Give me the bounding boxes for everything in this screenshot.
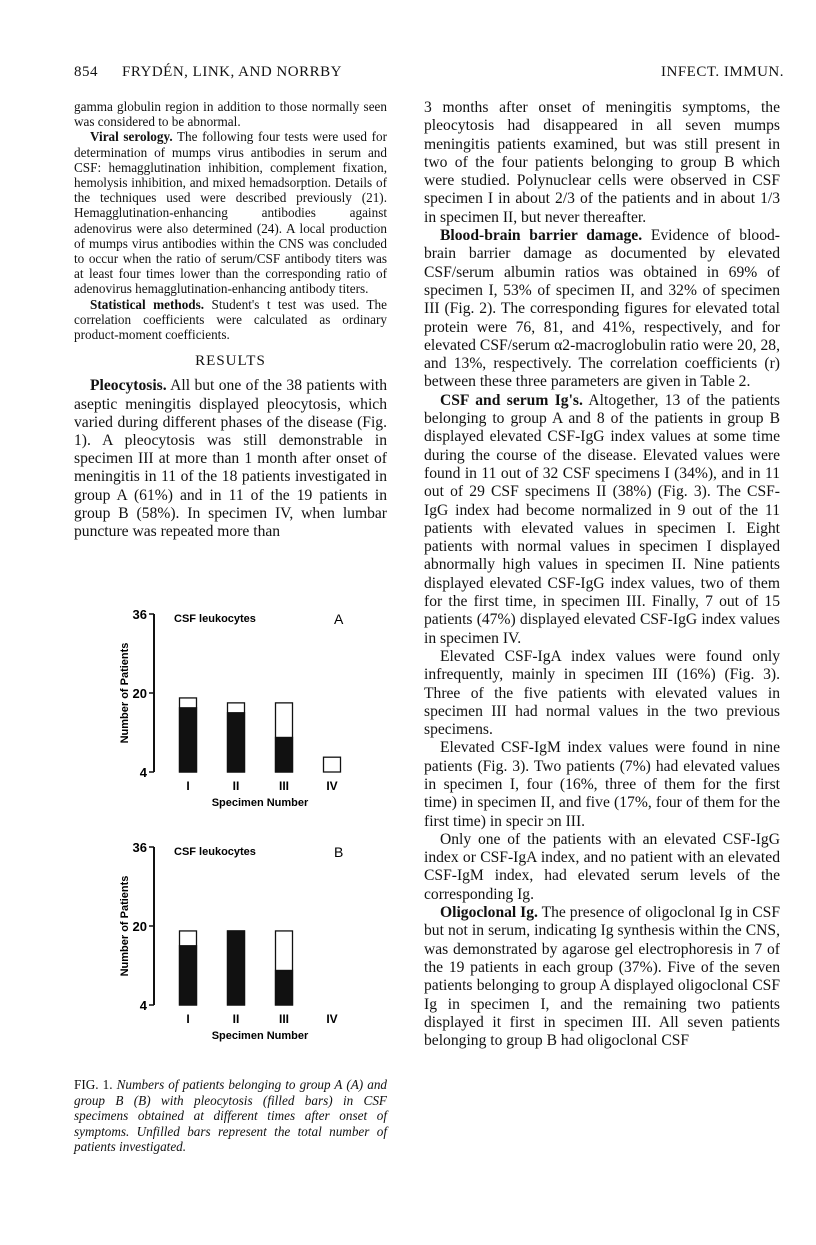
paragraph-text: Elevated CSF-IgA index values were found only infrequently, mainly in specimen III (16%) (Fig. 3). Three of the five patients with elevated values in specimen III had normal values in the two previous specimens.: [424, 647, 780, 739]
x-tick-label: II: [232, 1012, 240, 1026]
y-tick-label: 36: [132, 840, 147, 855]
paragraph-text: The following four tests were used for determination of mumps virus antibodies in serum and CSF: hemagglutination inhibition, complement fixation, hemolysis inhibition, and mixed hemadsorption. Details of the techniques used were described previously (21). Hemagglutination-enhancing antibodies against adenovirus were also determined (24). A local production of mumps virus antibodies within the CNS was concluded to occur when the ratio of serum/CSF antibody titers was at least four times lower than the corresponding ratio of adenovirus hemagglutination-enhancing antibody titers.: [74, 129, 387, 297]
paragraph-text: gamma globulin region in addition to those normally seen was considered to be abnormal.: [74, 99, 387, 130]
paragraph: [74, 297, 387, 343]
chart-title: CSF leukocytes: [174, 846, 256, 858]
journal-name: INFECT. IMMUN.: [661, 64, 784, 80]
x-tick-label: IV: [326, 1012, 338, 1026]
x-tick-label: I: [186, 779, 190, 793]
x-tick-label: IV: [326, 779, 338, 793]
section-heading: Pleocytosis.: [90, 377, 167, 395]
paragraph-text: Altogether, 13 of the patients belonging to group A and 8 of the patients in group B displayed elevated CSF-IgG index values at some time during the course of the disease. Elevated values were found in 11 out of 32 CSF specimens I (34%), and in 11 out of 29 CSF specimens II (38%) (Fig. 3). The CSF-IgG index had become normalized in 9 out of the 11 patients with elevated values in specimen I. Eight patients with normal values in specimen I displayed abnormally high values in specimen II. Nine patients displayed elevated CSF-IgG index values, two of them for the first time, in specimen III. Finally, 7 out of 15 patients (47%) displayed elevated CSF-IgG index values in specimen IV.: [424, 391, 780, 647]
panel-label: B: [334, 844, 344, 860]
paragraph-text: 3 months after onset of meningitis symptoms, the pleocytosis had disappeared in all seven mumps meningitis patients examined, but was still present in two of the four patients belonging to group B which were studied. Polynuclear cells were observed in CSF specimen I in about 2/3 of the patients and in about 1/3 in specimen II, but never thereafter.: [424, 99, 780, 226]
paragraph-text: Elevated CSF-IgM index values were found in nine patients (Fig. 3). Two patients (7%) had elevated values in specimen I, four (16%, three of them for the first time) in specimen II, and five (17%, four of them for the first time) in specir ɔn III.: [424, 739, 780, 830]
paragraph: [74, 129, 387, 296]
y-axis-title: Number of Patients: [119, 642, 131, 744]
y-tick-label: 20: [132, 919, 147, 934]
page-number: 854: [74, 64, 98, 80]
section-heading: CSF and serum Ig's.: [440, 391, 583, 409]
pleocytosis-bar: [276, 970, 293, 1005]
chart-panel-b: [104, 833, 380, 1068]
total-bar: [324, 757, 341, 772]
pleocytosis-bar: [276, 737, 293, 772]
chart-title: CSF leukocytes: [174, 613, 256, 625]
running-authors: FRYDÉN, LINK, AND NORRBY: [122, 64, 342, 80]
pleocytosis-bar: [228, 713, 245, 772]
paragraph-text: Student's t test was used. The correlation coefficients were calculated as ordinary product-moment coefficients.: [74, 296, 387, 343]
x-tick-label: III: [278, 779, 290, 793]
x-axis-title: Specimen Number: [211, 797, 309, 809]
y-axis-title: Number of Patients: [119, 875, 131, 977]
paragraph: [424, 904, 780, 1050]
y-tick-label: 4: [139, 998, 147, 1013]
caption-label: FIG. 1.: [74, 1077, 113, 1092]
paragraph-text: Only one of the patients with an elevated CSF-IgG index or CSF-IgA index, and no patient with an elevated CSF-IgM index, had elevated serum levels of the corresponding Ig.: [424, 830, 780, 903]
x-tick-label: III: [278, 1012, 290, 1026]
paragraph-text: Evidence of blood-brain barrier damage as documented by elevated CSF/serum albumin ratios was obtained in 69% of specimen I, 53% of specimen II, and 32% of specimen III (Fig. 2). The corresponding figures for elevated total protein were 76, 81, and 41%, respectively, and for elevated CSF/serum α2-macroglobulin ratio were 20, 28, and 13%, respectively. The correlation coefficients (r) between these three parameters are given in Table 2.: [424, 227, 780, 391]
x-tick-label: I: [186, 1012, 190, 1026]
figure-1-panel-b: [104, 833, 380, 1068]
section-heading: Viral serology.: [90, 129, 173, 145]
paragraph: [424, 831, 780, 904]
y-tick-label: 20: [132, 686, 147, 701]
paragraph: [424, 227, 780, 392]
paragraph-text: The presence of oligoclonal Ig in CSF but not in serum, indicating Ig synthesis within the CNS, was demonstrated by agarose gel electrophoresis in 7 of the 19 patients in each group (37%). Five of the seven patients belonging to group A displayed oligoclonal CSF Ig in specimen I, and the remaining two patients displayed it first in specimen III. All seven patients belonging to group B had oligoclonal CSF: [424, 904, 781, 1050]
paragraph: [424, 99, 780, 227]
figure-caption: [74, 1077, 387, 1155]
y-tick-label: 4: [139, 765, 147, 780]
pleocytosis-bar: [180, 708, 197, 772]
section-heading: Blood-brain barrier damage.: [440, 227, 643, 245]
x-axis-title: Specimen Number: [211, 1030, 309, 1042]
paragraph-text: All but one of the 38 patients with aseptic meningitis displayed pleocytosis, which varied during different phases of the disease (Fig. 1). A pleocytosis was still demonstrable in specimen III at more than 1 month after onset of meningitis in 11 of the 18 patients investigated in group A (61%) and in 11 of the 19 patients in group B (58%). In specimen IV, when lumbar puncture was repeated more than: [74, 377, 387, 541]
section-heading: Oligoclonal Ig.: [440, 904, 538, 922]
x-tick-label: II: [232, 779, 240, 793]
figure-1-panel-a: [104, 600, 380, 830]
paragraph: [424, 392, 780, 648]
paragraph: [74, 99, 387, 129]
section-heading: Statistical methods.: [90, 296, 205, 312]
left-column: [74, 99, 387, 541]
results-heading: RESULTS: [195, 353, 266, 370]
pleocytosis-bar: [180, 946, 197, 1005]
paragraph: [424, 648, 780, 739]
right-column: [424, 99, 780, 1050]
chart-panel-a: [104, 600, 380, 830]
panel-label: A: [334, 611, 344, 627]
pleocytosis-bar: [228, 931, 245, 1005]
caption-text: Numbers of patients belonging to group A (A) and group B (B) with pleocytosis (filled bars) in CSF specimens obtained at different times after onset of symptoms. Unfilled bars represent the total number of patients investigated.: [74, 1077, 388, 1155]
paragraph: [424, 739, 780, 830]
page-header: [74, 64, 784, 88]
y-tick-label: 36: [132, 607, 147, 622]
paragraph: [74, 377, 387, 541]
